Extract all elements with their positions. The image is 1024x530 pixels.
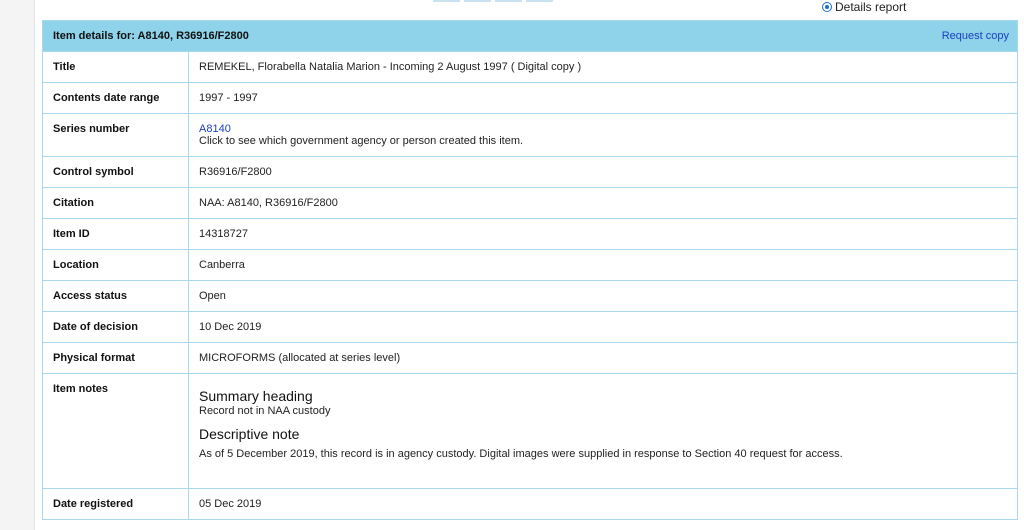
item-details-table <box>42 20 1018 520</box>
row-value: REMEKEL, Florabella Natalia Marion - Incoming 2 August 1997 ( Digital copy ) <box>199 61 582 73</box>
top-tab[interactable] <box>526 0 553 2</box>
row-value <box>189 114 1017 156</box>
row-label: Physical format <box>43 343 189 373</box>
row-label: Access status <box>43 281 189 311</box>
descriptive-heading: Descriptive note <box>199 426 300 442</box>
details-report-option[interactable] <box>822 0 906 14</box>
row-label: Title <box>43 52 189 82</box>
item-details-header <box>43 21 1017 52</box>
row-label: Date of decision <box>43 312 189 342</box>
row-value: 1997 - 1997 <box>199 92 258 104</box>
summary-text: Record not in NAA custody <box>199 405 331 417</box>
row-series-number <box>43 114 1017 157</box>
descriptive-text: As of 5 December 2019, this record is in agency custody. Digital images were supplied in response to Section 40 request for access. <box>199 448 843 460</box>
row-label: Control symbol <box>43 157 189 187</box>
row-physical-format <box>43 343 1017 374</box>
row-label: Contents date range <box>43 83 189 113</box>
row-citation <box>43 188 1017 219</box>
row-item-notes <box>43 374 1017 489</box>
row-label: Item notes <box>43 374 189 488</box>
row-access-status <box>43 281 1017 312</box>
row-label: Item ID <box>43 219 189 249</box>
row-label: Location <box>43 250 189 280</box>
row-label: Series number <box>43 114 189 156</box>
row-item-id <box>43 219 1017 250</box>
series-number-link[interactable]: A8140 <box>199 123 231 135</box>
row-date-of-decision <box>43 312 1017 343</box>
left-gutter <box>0 0 35 530</box>
row-value: Open <box>199 290 226 302</box>
radio-selected-icon[interactable] <box>822 2 832 12</box>
row-value <box>189 374 1017 488</box>
row-value: 05 Dec 2019 <box>199 498 262 510</box>
series-number-hint: Click to see which government agency or person created this item. <box>199 135 524 147</box>
row-value: 14318727 <box>199 228 248 240</box>
top-tab[interactable] <box>464 0 491 2</box>
row-value: MICROFORMS (allocated at series level) <box>199 352 401 364</box>
row-value: Canberra <box>199 259 245 271</box>
request-copy-link[interactable]: Request copy <box>941 30 1009 42</box>
row-control-symbol <box>43 157 1017 188</box>
item-details-title: Item details for: A8140, R36916/F2800 <box>53 30 249 42</box>
row-location <box>43 250 1017 281</box>
summary-heading: Summary heading <box>199 388 313 404</box>
row-value: R36916/F2800 <box>199 166 272 178</box>
top-tab[interactable] <box>433 0 460 2</box>
top-tab[interactable] <box>495 0 522 2</box>
details-report-label: Details report <box>835 0 907 14</box>
row-label: Date registered <box>43 489 189 519</box>
row-value: 10 Dec 2019 <box>199 321 262 333</box>
row-contents-date-range <box>43 83 1017 114</box>
row-title <box>43 52 1017 83</box>
row-value: NAA: A8140, R36916/F2800 <box>199 197 338 209</box>
row-label: Citation <box>43 188 189 218</box>
row-date-registered <box>43 489 1017 519</box>
